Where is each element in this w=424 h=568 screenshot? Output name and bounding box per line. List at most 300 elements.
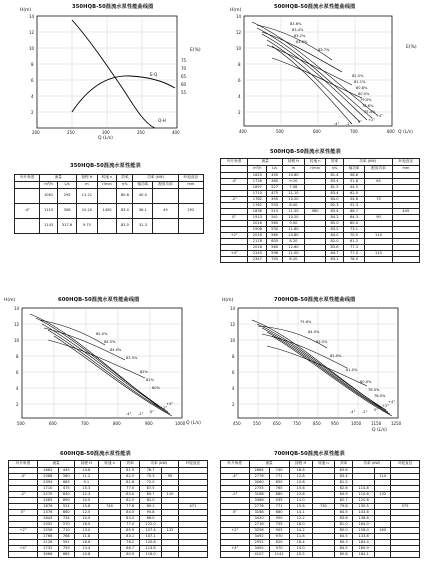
table-cell <box>221 257 248 263</box>
table-cell: 2664 <box>249 468 269 474</box>
table-cell: 45 <box>153 204 178 219</box>
table-cell: 81.2 <box>335 480 353 486</box>
table-cell: 12.60 <box>282 245 304 251</box>
chart-350-title: 350HQB-50混流水泵性能曲线图 <box>72 4 154 10</box>
chart-500-x-tick: 400 <box>239 129 247 134</box>
table-cell: 3060 <box>249 480 269 486</box>
table-row <box>15 189 204 204</box>
table-cell: 2755 <box>249 486 269 492</box>
table-cell <box>97 219 117 234</box>
chart-700-y-tick: 12 <box>230 322 236 327</box>
chart-500-plot <box>212 0 424 140</box>
table-cell: 2732 <box>38 546 58 552</box>
header-cell: 叶轮直径 <box>392 159 419 166</box>
table-cell: 560 <box>267 233 282 239</box>
table-cell <box>97 189 117 204</box>
chart-700-annotation: -2° <box>362 410 368 414</box>
table-cell: 3366 <box>249 498 269 504</box>
table-cell: 740 <box>269 468 289 474</box>
table-cell: 78.0 <box>343 257 365 263</box>
table-700 <box>220 460 420 558</box>
table-header-row <box>221 166 420 173</box>
table-cell: 8.00 <box>282 203 304 209</box>
chart-600-x-tick: 1000 <box>175 421 186 426</box>
table-cell: 80.8 <box>335 552 353 558</box>
table-cell: 1782 <box>248 197 267 203</box>
chart-700-annotation: 82.0% <box>330 354 342 358</box>
chart-500-annotation: +4° <box>376 114 384 118</box>
table-cell: 120.8 <box>139 540 161 546</box>
table-cell: 132 <box>375 492 391 498</box>
table-cell: 79.8 <box>335 504 353 510</box>
table-cell: 450 <box>267 173 282 179</box>
chart-350-y-tick: 8 <box>31 62 34 67</box>
table-cell: 935 <box>269 498 289 504</box>
table-cell: 83.4 <box>335 474 353 480</box>
chart-600-annotation: +2° <box>160 406 168 410</box>
chart-600-y-tick: 2 <box>16 402 19 407</box>
table-cell: 77.0 <box>121 522 139 528</box>
table-cell: 1620 <box>248 173 267 179</box>
table-350-body <box>15 189 204 234</box>
table-cell: 2776 <box>249 504 269 510</box>
table-cell: 605 <box>267 239 282 245</box>
table-cell: 95.8 <box>139 510 161 516</box>
table-cell: 1110 <box>40 204 58 219</box>
chart-600-annotation: 84.0% <box>110 348 122 352</box>
table-cell: 665 <box>58 480 75 486</box>
table-cell: 9.20 <box>282 179 304 185</box>
chart-600-x-label: Q (L/s) <box>186 421 201 426</box>
table-cell <box>162 552 179 558</box>
table-cell: 110 <box>375 474 391 480</box>
chart-350-y-right-tick: 55 <box>181 90 187 95</box>
table-cell: 445 <box>392 209 419 215</box>
header-cell: mm <box>392 166 419 173</box>
chart-700-annotation: 75.6% <box>300 320 312 324</box>
chart-700-annotation: -4° <box>350 410 356 414</box>
table-cell: 36.1 <box>133 204 153 219</box>
table-cell: +2° <box>9 528 38 534</box>
table-cell: 80.0 <box>121 552 139 558</box>
table-cell: 110 <box>162 492 179 498</box>
table-cell: 292 <box>178 204 203 219</box>
table-cell: 12.8 <box>289 474 312 480</box>
table-cell: 560 <box>267 221 282 227</box>
table-cell <box>9 552 38 558</box>
table-cell: 9.1 <box>75 480 99 486</box>
chart-700-plot <box>212 290 424 438</box>
table-cell: 11.00 <box>282 251 304 257</box>
chart-700 <box>212 290 424 438</box>
table-cell: 83.1 <box>326 257 343 263</box>
chart-700-y-tick: 6 <box>232 370 235 375</box>
table-cell <box>153 219 178 234</box>
table-cell: 980 <box>304 209 325 215</box>
table-cell: 54.8 <box>343 197 365 203</box>
chart-700-annotation: 80.0% <box>360 380 372 384</box>
table-cell: 880 <box>269 510 289 516</box>
header-cell: 转速 n <box>312 461 334 468</box>
table-cell: 9.75 <box>77 219 97 234</box>
table-cell: 84.2 <box>326 215 343 221</box>
table-cell <box>375 552 391 558</box>
table-cell: -2° <box>9 492 38 498</box>
chart-600-title: 600HQB-50混流水泵性能曲线图 <box>58 297 140 303</box>
table-cell: 158.0 <box>353 528 375 534</box>
table-cell: 2485 <box>38 498 58 504</box>
table-cell: 2270 <box>38 492 58 498</box>
header-cell: 效率 <box>121 461 139 468</box>
header-cell: 转速 n <box>98 461 121 468</box>
table-cell: 132 <box>162 528 179 534</box>
table-cell: 83.0 <box>121 492 139 498</box>
table-cell: 83.1 <box>121 534 139 540</box>
table-600 <box>8 460 208 558</box>
table-cell: 11.50 <box>282 209 304 215</box>
header-cell: 流量 <box>38 461 75 468</box>
chart-350-y-right-tick: 75 <box>181 58 187 63</box>
table-cell: 950 <box>269 516 289 522</box>
header-cell: 叶轮直径 <box>178 461 207 468</box>
header-cell <box>15 182 40 189</box>
table-cell: 10.80 <box>282 173 304 179</box>
table-700-panel <box>212 438 424 568</box>
table-cell: 64.3 <box>343 215 365 221</box>
table-cell: 0° <box>9 510 38 516</box>
table-cell: 10.20 <box>282 215 304 221</box>
table-cell: 82.0 <box>326 239 343 245</box>
table-cell: 76.2 <box>121 540 139 546</box>
chart-350-x-tick: 200 <box>32 130 40 135</box>
table-cell: 1710 <box>248 191 267 197</box>
table-cell: 83.8 <box>326 245 343 251</box>
table-cell: 2556 <box>38 528 58 534</box>
chart-350-x-tick: 300 <box>102 130 110 135</box>
chart-500-y-tick: 6 <box>238 78 241 83</box>
table-cell: 70.5 <box>343 233 365 239</box>
header-cell: 功率 (kW) <box>133 175 178 182</box>
table-cell: 308 <box>57 204 76 219</box>
table-cell: +4° <box>9 546 38 552</box>
header-cell: L/s <box>267 166 282 173</box>
chart-700-annotation: +2° <box>382 404 390 408</box>
table-cell: 480 <box>267 179 282 185</box>
header-cell: 叶轮直径 <box>391 461 420 468</box>
chart-600-y-tick: 6 <box>16 370 19 375</box>
table-cell: 533 <box>267 203 282 209</box>
chart-500-annotation: 83.2% <box>294 34 306 38</box>
chart-350-annotation: E-Q <box>150 72 158 77</box>
header-cell: 叶轮直径 <box>178 175 203 182</box>
table-cell: 10.0 <box>75 516 99 522</box>
table-cell: 295 <box>57 189 76 204</box>
header-cell: 轴功率 <box>343 166 365 173</box>
table-cell: 65 <box>365 179 392 185</box>
table-cell <box>178 219 203 234</box>
table-cell: 10.5 <box>289 552 312 558</box>
table-cell: 11.21 <box>77 189 97 204</box>
table-cell: -4° <box>221 179 248 185</box>
table-cell: 31.3 <box>133 219 153 234</box>
chart-500 <box>212 0 424 140</box>
chart-350-x-tick: 350 <box>137 130 145 135</box>
chart-600-annotation: 82% <box>140 370 148 374</box>
table-cell: 475 <box>267 191 282 197</box>
chart-700-x-tick: 850 <box>313 421 321 426</box>
table-cell: 14.1 <box>289 510 312 516</box>
chart-700-x-tick: 1150 <box>371 421 382 426</box>
table-cell: 13.0 <box>75 528 99 534</box>
table-cell: +2° <box>221 528 250 534</box>
table-cell: 0° <box>221 510 250 516</box>
chart-700-annotation: +4° <box>388 400 396 404</box>
table-row <box>221 552 420 558</box>
table-cell: 160 <box>375 528 391 534</box>
table-cell: -4° <box>9 474 38 480</box>
chart-350-x-label: Q (L/s) <box>98 136 113 141</box>
table-cell: 10.0 <box>75 498 99 504</box>
table-cell: 77.0 <box>343 251 365 257</box>
chart-600-x-tick: 800 <box>113 421 121 426</box>
table-cell: 2016 <box>248 221 267 227</box>
table-cell: 84.9 <box>335 492 353 498</box>
table-cell: 120.8 <box>353 498 375 504</box>
table-cell: 15.8 <box>75 504 99 510</box>
table-cell: 84.5 <box>335 534 353 540</box>
header-cell: 功率 (kW) <box>353 461 391 468</box>
table-cell: 755 <box>269 522 289 528</box>
table-700-title: 700HQB-50混流水泵性能表 <box>274 451 345 457</box>
table-cell: 130.5 <box>353 504 375 510</box>
chart-350-x-tick: 400 <box>172 130 180 135</box>
table-cell: 1876 <box>38 504 58 510</box>
table-cell: 10.20 <box>77 204 97 219</box>
table-cell: 2718 <box>249 522 269 528</box>
table-cell: 18.4 <box>289 540 312 546</box>
header-cell: 效率 <box>335 461 353 468</box>
chart-500-y-label: H(m) <box>230 8 242 13</box>
chart-500-title: 500HQB-50混流水泵性能曲线图 <box>274 4 356 10</box>
table-cell: 83.5 <box>326 227 343 233</box>
table-cell: 445 <box>58 468 75 474</box>
chart-600-y-tick: 14 <box>14 306 20 311</box>
chart-700-annotation: 84.0% <box>308 330 320 334</box>
table-cell: 745 <box>267 257 282 263</box>
chart-500-x-tick: 600 <box>313 129 321 134</box>
table-cell: 2016 <box>248 233 267 239</box>
table-cell: 970 <box>269 546 289 552</box>
table-cell: 116.0 <box>139 552 161 558</box>
table-cell: 83.6 <box>335 468 353 474</box>
table-cell: 84.5 <box>335 510 353 516</box>
chart-600-annotation: 83.5% <box>126 356 138 360</box>
header-cell: 叶片角度 <box>221 159 248 166</box>
table-cell: 527 <box>267 185 282 191</box>
header-cell: m <box>282 166 304 173</box>
table-cell: 771 <box>269 474 289 480</box>
chart-500-y-tick: 8 <box>238 62 241 67</box>
table-cell: 10.8 <box>75 552 99 558</box>
table-cell: 81.5 <box>326 185 343 191</box>
header-cell: 流量 <box>249 461 289 468</box>
table-cell: 82.5 <box>121 498 139 504</box>
table-cell: 169.9 <box>353 546 375 552</box>
chart-500-y-tick: 12 <box>236 30 242 35</box>
table-cell: 1913 <box>248 215 267 221</box>
table-cell: 16.6 <box>75 540 99 546</box>
table-cell: 1710 <box>38 486 58 492</box>
chart-500-annotation: 81.1% <box>354 80 366 84</box>
table-cell: 521 <box>58 504 75 510</box>
header-cell: m³/h <box>40 182 58 189</box>
table-cell: 81.5 <box>121 468 139 474</box>
table-header-row <box>9 461 208 468</box>
table-cell: 52.3 <box>343 203 365 209</box>
table-cell: 575 <box>391 504 420 510</box>
chart-600-x-tick: 600 <box>49 421 57 426</box>
chart-500-y-right-label: E(%) <box>406 45 417 50</box>
table-cell: 110.6 <box>353 492 375 498</box>
table-row <box>15 219 204 234</box>
table-cell: 0° <box>221 215 248 221</box>
table-cell: 184.4 <box>353 540 375 546</box>
chart-500-x-tick: 800 <box>387 129 395 134</box>
table-cell: 1836 <box>248 209 267 215</box>
chart-350-y-right-tick: 65 <box>181 74 187 79</box>
table-cell: 7.08 <box>282 185 304 191</box>
table-cell: -4° <box>221 474 250 480</box>
chart-700-x-label: Q (L/s) <box>372 428 387 433</box>
table-cell: 84.0 <box>326 233 343 239</box>
table-cell: 110 <box>365 233 392 239</box>
chart-700-x-tick: 1250 <box>391 421 402 426</box>
table-cell: 3168 <box>249 510 269 516</box>
table-cell: 2376 <box>38 510 58 516</box>
chart-500-annotation: 82.5% <box>352 74 364 78</box>
table-cell: 530 <box>267 227 282 233</box>
table-cell: 771 <box>269 504 289 510</box>
table-cell: 85.0 <box>335 528 353 534</box>
table-header-row <box>15 175 204 182</box>
chart-700-x-tick: 550 <box>253 421 261 426</box>
chart-500-annotation: 80.5% <box>358 92 370 96</box>
table-cell: 10.80 <box>282 233 304 239</box>
table-cell: 138.6 <box>353 516 375 522</box>
chart-500-annotation: +2° <box>368 118 376 122</box>
table-cell: 10.8 <box>289 480 312 486</box>
table-cell: 1141 <box>269 552 289 558</box>
table-cell: 61.2 <box>343 239 365 245</box>
table-cell: 122.0 <box>139 522 161 528</box>
table-cell: 630 <box>58 492 75 498</box>
table-500 <box>220 158 420 263</box>
table-cell: 11.8 <box>289 534 312 540</box>
chart-700-title: 700HQB-50混流水泵性能曲线图 <box>274 297 356 303</box>
chart-500-annotation: 80.8% <box>356 86 368 90</box>
chart-500-y-tick: 2 <box>238 110 241 115</box>
table-cell: 66.7 <box>343 209 365 215</box>
table-cell: 560 <box>267 245 282 251</box>
header-cell: 功率 (kW) <box>343 159 392 166</box>
table-350 <box>14 174 204 234</box>
table-cell <box>312 552 334 558</box>
table-cell: 2776 <box>249 474 269 480</box>
table-600-panel <box>0 438 212 568</box>
table-cell: 9.00 <box>282 221 304 227</box>
chart-700-y-tick: 4 <box>232 386 235 391</box>
table-cell: 84.7 <box>326 251 343 257</box>
table-cell: 3420 <box>249 516 269 522</box>
header-cell: L/s <box>57 182 76 189</box>
header-cell: 扬程 H <box>77 175 97 182</box>
table-cell: 90 <box>365 215 392 221</box>
table-cell: 660 <box>58 510 75 516</box>
table-cell: 2766 <box>38 534 58 540</box>
table-cell: 85.9 <box>121 528 139 534</box>
table-350-panel <box>0 140 212 290</box>
table-cell: 81.6 <box>121 480 139 486</box>
table-cell: 80.3 <box>335 540 353 546</box>
table-cell: 1897 <box>248 185 267 191</box>
table-cell: 13.4 <box>75 546 99 552</box>
table-cell: 84.5 <box>121 510 139 516</box>
chart-600-x-tick: 700 <box>81 421 89 426</box>
table-cell: -4° <box>15 204 40 219</box>
table-cell: 81.4 <box>326 173 343 179</box>
table-cell: 10.20 <box>282 197 304 203</box>
table-cell: 759 <box>58 546 75 552</box>
chart-500-annotation: 83.4% <box>292 28 304 32</box>
table-cell: 77.3 <box>343 245 365 251</box>
table-cell: 580 <box>58 474 75 480</box>
chart-600-annotation: +4° <box>166 402 174 406</box>
table-cell: 2052 <box>38 522 58 528</box>
table-cell: 16.0 <box>75 522 99 528</box>
table-cell: 12.2 <box>289 516 312 522</box>
header-cell: 配用功率 <box>365 166 392 173</box>
table-cell: 15.6 <box>289 504 312 510</box>
table-cell: 2952 <box>249 540 269 546</box>
header-cell: 效率 <box>117 175 133 182</box>
chart-350 <box>0 0 212 140</box>
table-350-title: 350HQB-50混流水泵性能表 <box>70 163 141 169</box>
table-cell: 541 <box>267 215 282 221</box>
table-cell: 905 <box>269 528 289 534</box>
chart-350-y-right-tick: 60 <box>181 82 187 87</box>
chart-600-y-tick: 8 <box>16 354 19 359</box>
table-cell <box>178 552 207 558</box>
table-cell: 86.7 <box>121 546 139 552</box>
table-cell: 58.8 <box>343 173 365 179</box>
table-cell: 12.5 <box>75 510 99 516</box>
chart-350-y-tick: 4 <box>31 94 34 99</box>
chart-700-x-tick: 450 <box>233 421 241 426</box>
chart-350-y-tick: 14 <box>29 14 35 19</box>
header-cell: 转速 n <box>97 175 117 182</box>
table-cell: 78.7 <box>139 468 161 474</box>
chart-700-annotation: 0° <box>374 408 379 412</box>
chart-500-y-tick: 14 <box>236 14 242 19</box>
table-cell: 2016 <box>248 245 267 251</box>
header-cell: 叶片角度 <box>9 461 38 468</box>
table-cell: 970 <box>269 534 289 540</box>
table-cell: 865 <box>58 552 75 558</box>
chart-350-y-label: H(m) <box>20 8 32 13</box>
chart-700-y-tick: 8 <box>232 354 235 359</box>
table-cell: 82.0 <box>139 498 161 504</box>
table-cell: 70.3 <box>139 474 161 480</box>
